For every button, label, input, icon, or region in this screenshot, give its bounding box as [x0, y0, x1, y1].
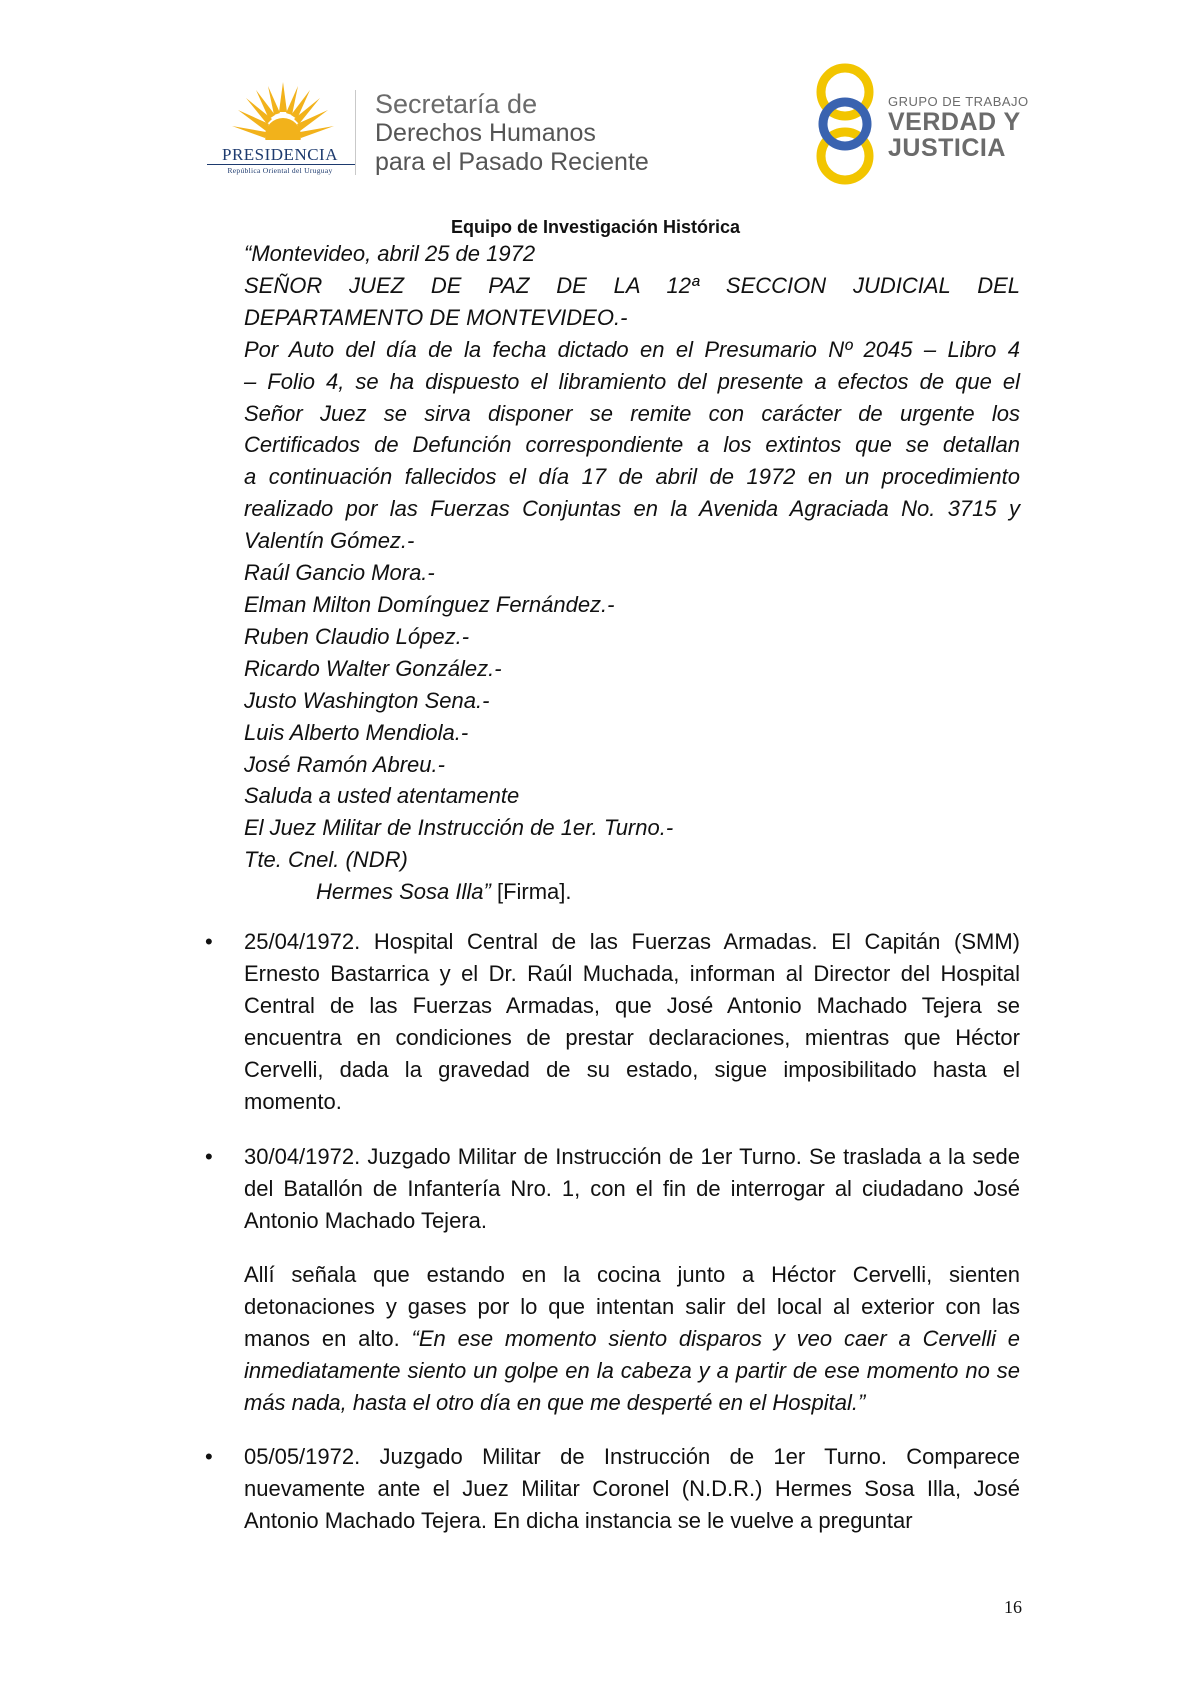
- signer-name: Hermes Sosa Illa”: [316, 879, 491, 905]
- deceased-name: Justo Washington Sena.-: [244, 687, 490, 713]
- presidencia-divider: [207, 164, 355, 165]
- letter-addressee-line-2: DEPARTAMENTO DE MONTEVIDEO.-: [244, 304, 628, 330]
- letter-closing: Saluda a usted atentamente: [244, 783, 520, 809]
- presidencia-name: PRESIDENCIA: [221, 145, 338, 164]
- letter-body-line: Valentín Gómez.-: [244, 528, 415, 554]
- bullet-marker: •: [205, 1144, 213, 1169]
- page-number: 16: [1004, 1597, 1022, 1617]
- letter-body-line: realizado por las Fuerzas Conjuntas en la Avenida Agraciada No. 3715 y: [244, 496, 1020, 522]
- detail-plain: Allí señala que estando en la cocina junto a Héctor Cervelli, sienten detonaciones y gases por lo que intentan salir del local al exterior con las manos en alto.: [244, 1262, 1020, 1351]
- secretaria-logo-text: [375, 90, 649, 177]
- deceased-name: Luis Alberto Mendiola.-: [244, 719, 469, 745]
- grupo-line-1: GRUPO DE TRABAJO: [888, 94, 1029, 109]
- letter-body-line: Señor Juez se sirva disponer se remite con carácter de urgente los: [244, 400, 1020, 426]
- header-divider: [355, 90, 356, 175]
- bullet-marker: •: [205, 1444, 213, 1469]
- page-header: [0, 0, 1191, 210]
- grupo-line-2: VERDAD Y: [888, 108, 1021, 136]
- letter-body-line: Certificados de Defunción correspondiente a los extintos que se detallan: [244, 432, 1020, 458]
- secretaria-line-3: para el Pasado Reciente: [375, 148, 649, 176]
- deceased-name: Raúl Gancio Mora.-: [244, 560, 435, 586]
- team-title: Equipo de Investigación Histórica: [450, 217, 741, 237]
- entry-30-04-1972-detail: [244, 1259, 1020, 1419]
- letter-addressee-line-1: SEÑOR JUEZ DE PAZ DE LA 12ª SECCION JUDICIAL DEL: [244, 272, 1020, 298]
- letter-signature: [244, 876, 1020, 908]
- deceased-name: Ruben Claudio López.-: [244, 623, 470, 649]
- deceased-name: Elman Milton Domínguez Fernández.-: [244, 591, 615, 617]
- signature-note: [Firma].: [490, 879, 572, 905]
- secretaria-line-2: Derechos Humanos: [375, 119, 596, 147]
- letter-judge: El Juez Militar de Instrucción de 1er. Turno.-: [244, 815, 674, 841]
- secretaria-line-1: Secretaría de: [375, 89, 538, 119]
- entry-05-05-1972: 05/05/1972. Juzgado Militar de Instrucción de 1er Turno. Comparece nuevamente ante el Juez Militar Coronel (N.D.R.) Hermes Sosa Illa, José Antonio Machado Tejera. En dicha instancia se le vuelve a preguntar: [244, 1444, 1020, 1533]
- bullet-marker: •: [205, 929, 213, 954]
- deceased-name: Ricardo Walter González.-: [244, 655, 502, 681]
- deceased-name: José Ramón Abreu.-: [244, 751, 445, 777]
- letter-date: “Montevideo, abril 25 de 1972: [244, 241, 536, 266]
- entry-25-04-1972: 25/04/1972. Hospital Central de las Fuerzas Armadas. El Capitán (SMM) Ernesto Bastarrica y el Dr. Raúl Muchada, informan al Director del Hospital Central de las Fuerzas Armadas, que José Antonio Machado Tejera se encuentra en condiciones de prestar declaraciones, mientras que Héctor Cervelli, dada la gravedad de su estado, sigue imposibilitado hasta el momento.: [244, 929, 1020, 1114]
- presidencia-subtitle: República Oriental del Uruguay: [227, 166, 333, 175]
- grupo-trabajo-logo-text: [888, 94, 1029, 161]
- letter-rank: Tte. Cnel. (NDR): [244, 847, 408, 873]
- entry-30-04-1972: 30/04/1972. Juzgado Militar de Instrucción de 1er Turno. Se traslada a la sede del Batallón de Infantería Nro. 1, con el fin de interrogar al ciudadano José Antonio Machado Tejera.: [244, 1144, 1020, 1233]
- quoted-letter: [244, 238, 1020, 908]
- sun-of-may-icon: [228, 78, 338, 148]
- grupo-line-3: JUSTICIA: [888, 134, 1006, 162]
- detail-quote: “En ese momento siento disparos y veo caer a Cervelli e inmediatamente siento un golpe en la cabeza y a partir de ese momento no se más nada, hasta el otro día en que me desperté en el Hospital.”: [244, 1326, 1020, 1415]
- verdad-justicia-rings-icon: [805, 62, 885, 187]
- letter-body-line: – Folio 4, se ha dispuesto el libramiento del presente a efectos de que el: [244, 368, 1020, 394]
- letter-body-line: a continuación fallecidos el día 17 de abril de 1972 en un procedimiento: [244, 464, 1020, 490]
- letter-body-line: Por Auto del día de la fecha dictado en el Presumario Nº 2045 – Libro 4: [244, 336, 1020, 362]
